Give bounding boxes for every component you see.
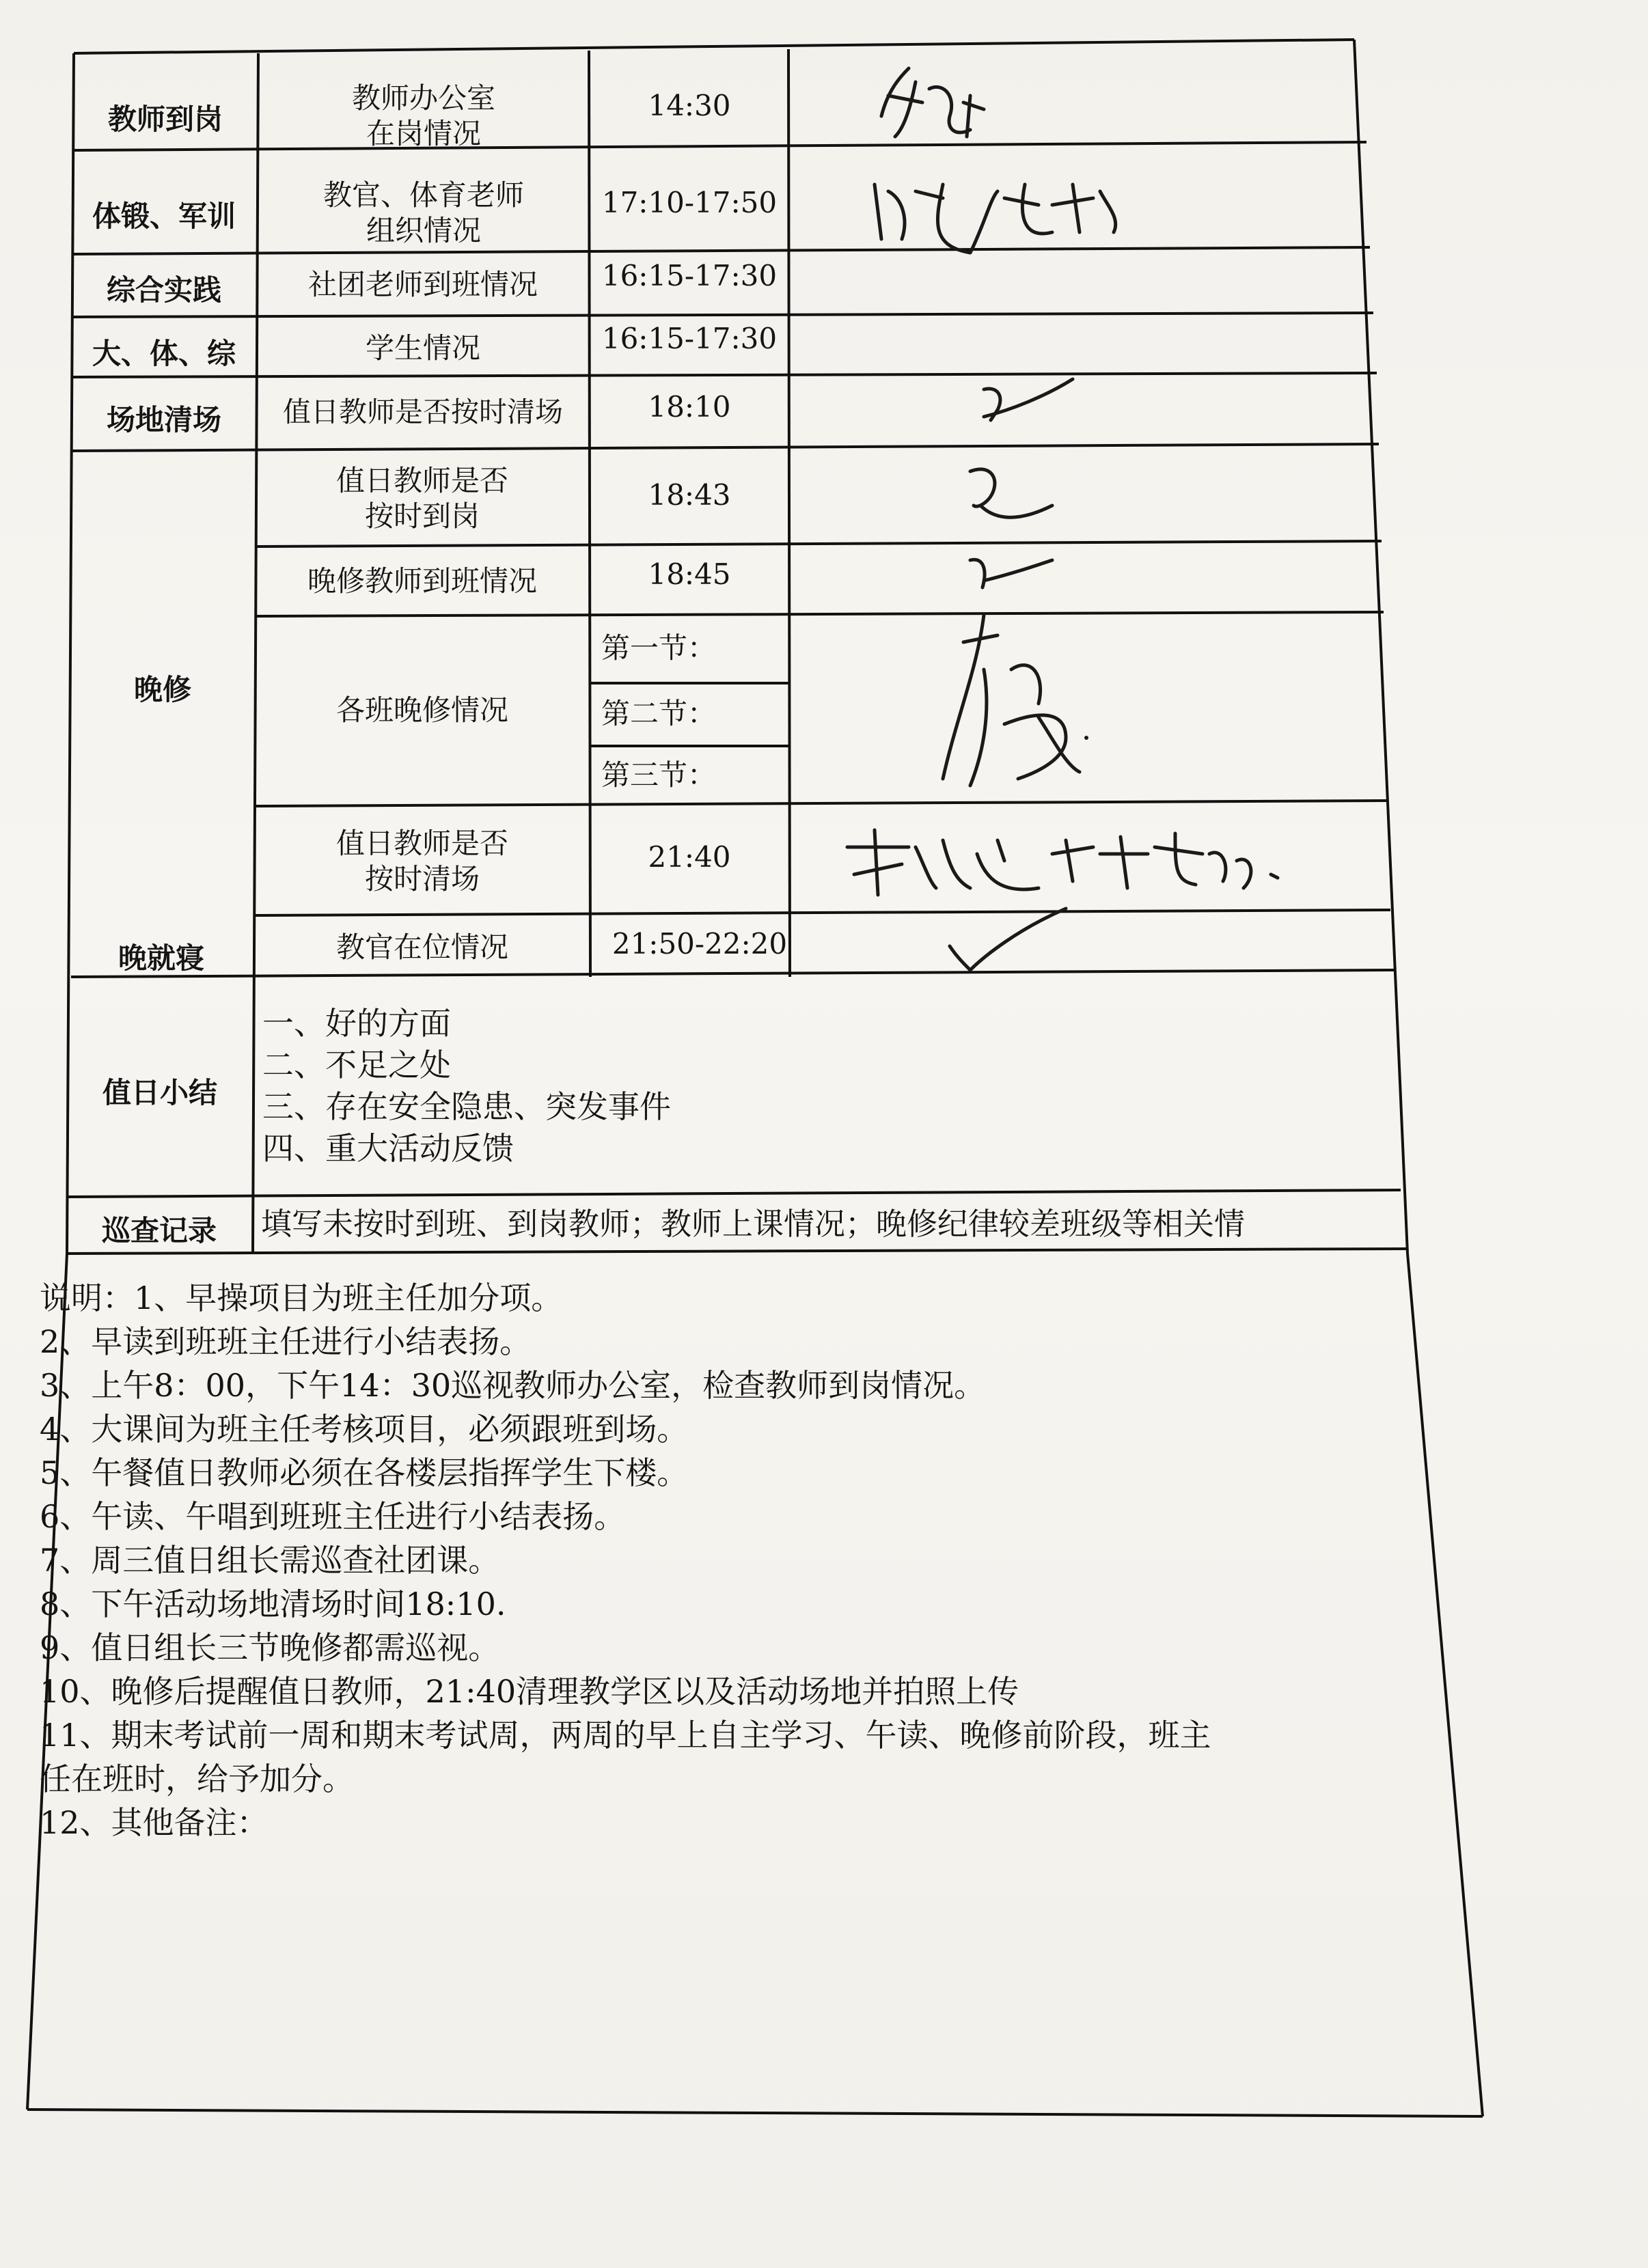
summary-item-activities: 四、重大活动反馈	[262, 1130, 514, 1167]
item-clearing-2140	[256, 810, 589, 913]
row-category-teacher-arrival: 教师到岗	[107, 102, 223, 136]
item-office-line2: 在岗情况	[366, 117, 481, 150]
item-class-evening-status: 各班晚修情况	[335, 693, 508, 727]
item-club-teachers: 社团老师到班情况	[307, 267, 538, 301]
summary-item-shortcomings: 二、不足之处	[262, 1047, 451, 1083]
time-2140: 21:40	[648, 840, 731, 874]
note-line: 2、早读到班班主任进行小结表扬。	[40, 1323, 532, 1360]
note-line: 任在班时，给予加分。	[40, 1760, 354, 1797]
item-instructors-line2: 组织情况	[366, 214, 481, 247]
time-2150-2220: 21:50-22:20	[612, 926, 788, 960]
row-category-evening-study: 晚修	[133, 672, 191, 706]
item-clearing-line1: 值日教师是否	[335, 826, 508, 860]
time-1615-1730-a: 16:15-17:30	[601, 258, 778, 292]
note-line: 12、其他备注：	[40, 1804, 269, 1841]
time-1615-1730-b: 16:15-17:30	[601, 321, 778, 355]
time-1430: 14:30	[648, 88, 731, 122]
time-1710-1750: 17:10-17:50	[601, 185, 778, 219]
note-line: 6、午读、午唱到班班主任进行小结表扬。	[40, 1498, 626, 1535]
row-category-physical-training: 体锻、军训	[92, 199, 236, 233]
note-line: 4、大课间为班主任考核项目，必须跟班到场。	[40, 1411, 689, 1448]
time-1843: 18:43	[648, 478, 731, 512]
note-line: 5、午餐值日教师必须在各楼层指挥学生下楼。	[40, 1454, 689, 1491]
item-instructor-presence: 教官在位情况	[335, 930, 508, 964]
notes-section	[40, 1276, 1420, 1844]
item-student-status: 学生情况	[365, 331, 480, 365]
item-instructors-line1: 教官、体育老师	[322, 178, 524, 212]
item-evening-teacher-arrival: 晚修教师到班情况	[307, 564, 537, 598]
row-category-practice: 综合实践	[106, 273, 221, 307]
item-office	[258, 75, 589, 157]
row-category-patrol: 巡查记录	[101, 1213, 217, 1247]
item-duty-teacher-arrival	[256, 452, 589, 545]
row-category-students: 大、体、综	[92, 336, 236, 370]
patrol-instructions: 填写未按时到班、到岗教师；教师上课情况；晚修纪律较差班级等相关情	[261, 1205, 1246, 1242]
note-line: 8、下午活动场地清场时间18:10.	[40, 1586, 506, 1622]
summary-list	[262, 1003, 671, 1170]
item-duty-teacher-line1: 值日教师是否	[335, 463, 508, 497]
row-category-venue-clearing: 场地清场	[106, 402, 221, 437]
note-line: 11、期末考试前一周和期末考试周，两周的早上自主学习、午读、晚修前阶段，班主	[40, 1717, 1211, 1754]
item-clearing-line2: 按时清场	[364, 862, 480, 896]
item-duty-teacher-line2: 按时到岗	[364, 499, 480, 533]
time-1845: 18:45	[648, 557, 731, 591]
note-line: 说明：1、早操项目为班主任加分项。	[40, 1280, 563, 1316]
item-office-line1: 教师办公室	[351, 81, 495, 115]
note-line: 7、周三值日组长需巡查社团课。	[40, 1542, 500, 1579]
summary-item-good: 一、好的方面	[262, 1005, 451, 1042]
period-1: 第一节：	[601, 631, 717, 665]
item-clearing-on-time: 值日教师是否按时清场	[283, 396, 563, 429]
period-3: 第三节：	[601, 758, 717, 792]
item-instructors	[258, 172, 589, 254]
time-1810: 18:10	[648, 389, 731, 424]
note-line: 10、晚修后提醒值日教师，21:40清理教学区以及活动场地并拍照上传	[40, 1673, 1019, 1710]
row-category-summary: 值日小结	[102, 1075, 217, 1109]
note-line: 9、值日组长三节晚修都需巡视。	[40, 1629, 500, 1666]
period-2: 第二节：	[601, 696, 717, 730]
summary-item-safety: 三、存在安全隐患、突发事件	[262, 1088, 671, 1125]
note-line: 3、上午8：00，下午14：30巡视教师办公室，检查教师到岗情况。	[40, 1367, 986, 1404]
row-category-bedtime: 晚就寝	[118, 941, 204, 975]
